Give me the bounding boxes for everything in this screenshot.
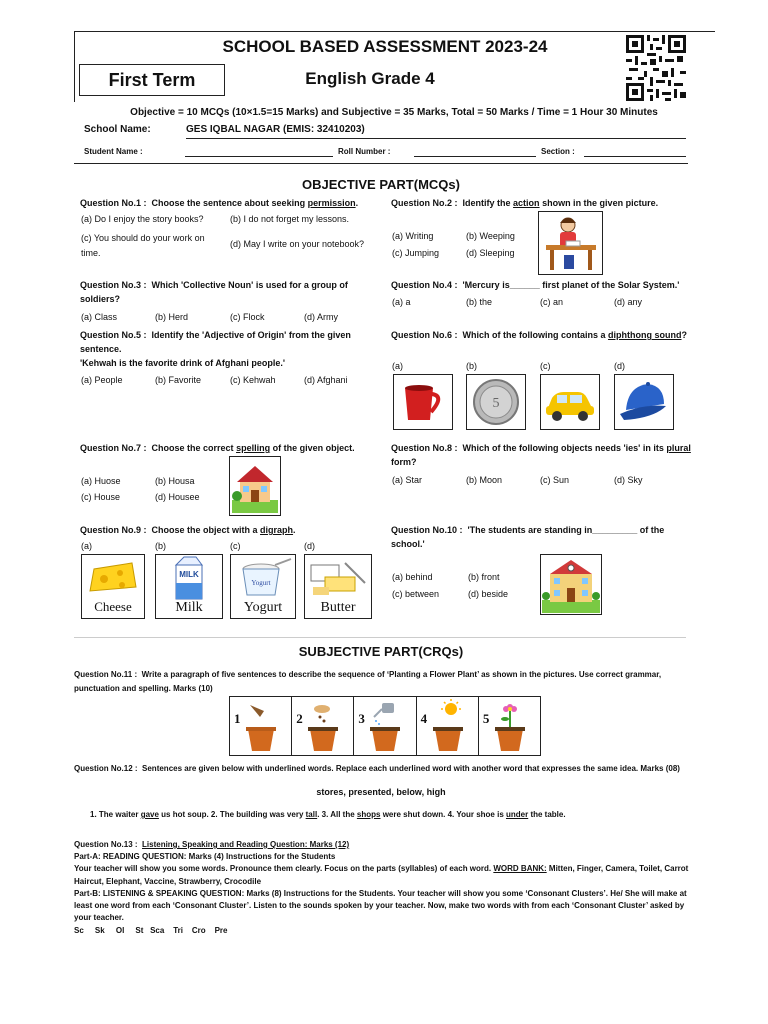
- q11-text: Question No.11 : Write a paragraph of five sentences to describe the sequence of ‘Planting a Flower Plant’ as shown in the pictures. Use correct grammar, punctuation and spelling. Marks (10): [74, 670, 662, 693]
- q6-text: Question No.6 : Which of the following contains a diphthong sound?: [391, 330, 688, 340]
- student-name-field[interactable]: [185, 156, 333, 157]
- cup-picture[interactable]: [393, 374, 453, 430]
- yogurt-cup-text: Yogurt: [251, 579, 271, 587]
- q7-option-a[interactable]: (a) Huose: [81, 476, 121, 486]
- q13-block: [74, 839, 688, 938]
- q4-option-c[interactable]: (c) an: [540, 297, 564, 307]
- watering-can-icon: [354, 697, 414, 753]
- school-building-picture: [540, 554, 602, 615]
- subjective-heading: SUBJECTIVE PART(CRQs): [298, 644, 464, 659]
- q5-option-a[interactable]: (a) People: [81, 375, 123, 385]
- cheese-icon: [82, 555, 144, 601]
- q4-option-d[interactable]: (d) any: [614, 297, 643, 307]
- school-underline: [186, 138, 686, 139]
- roll-number-field[interactable]: [414, 156, 536, 157]
- q2-option-a[interactable]: (a) Writing: [392, 231, 434, 241]
- q9-option-d[interactable]: (d): [304, 541, 315, 551]
- q3-text: Question No.3 : Which 'Collective Noun' is used for a group of soldiers?: [80, 280, 348, 304]
- q7-option-c[interactable]: (c) House: [81, 492, 121, 502]
- q13-part-b-line1: Part-B: LISTENING & SPEAKING QUESTION: Marks (8) Instructions for the Students. Your teacher will show you some ‘Consonant Clusters’. He/ She will make at: [74, 888, 687, 898]
- butter-label: Butter: [320, 600, 356, 615]
- q12-text: Question No.12 : Sentences are given below with underlined words. Replace each underlined word with another word that expresses the same idea. Marks (08): [74, 764, 680, 773]
- q8-option-a[interactable]: (a) Star: [392, 475, 423, 485]
- header-divider: [74, 163, 688, 164]
- q9-text: Question No.9 : Choose the object with a digraph.: [80, 525, 296, 535]
- q2-option-d[interactable]: (d) Sleeping: [466, 248, 515, 258]
- q9-option-a[interactable]: (a): [81, 541, 92, 551]
- milk-picture[interactable]: [155, 554, 223, 619]
- boy-writing-picture: [538, 211, 603, 275]
- q8-text: Question No.8 : Which of the following objects needs 'ies' in its plural form?: [391, 443, 691, 467]
- student-name-label: Student Name :: [84, 147, 143, 156]
- term-box: First Term: [79, 64, 225, 96]
- section-divider: [74, 637, 686, 638]
- q8-option-d[interactable]: (d) Sky: [614, 475, 643, 485]
- planting-step-2: 2: [292, 697, 354, 755]
- q1-option-a[interactable]: (a) Do I enjoy the story books?: [81, 214, 204, 224]
- cap-picture[interactable]: [614, 374, 674, 430]
- q3-option-b[interactable]: (b) Herd: [155, 312, 189, 322]
- q13-part-a-words: Haircut, Elephant, Vaccine, Strawberry, Crocodile: [74, 876, 262, 886]
- q1-option-d[interactable]: (d) May I write on your notebook?: [230, 239, 365, 249]
- section-label: Section :: [541, 147, 575, 156]
- car-picture[interactable]: [540, 374, 600, 430]
- q1-text: Question No.1 : Choose the sentence about seeking permission.: [80, 198, 359, 208]
- q8-option-b[interactable]: (b) Moon: [466, 475, 503, 485]
- q7-text: Question No.7 : Choose the correct spelling of the given object.: [80, 443, 355, 453]
- page-title: SCHOOL BASED ASSESSMENT 2023-24: [222, 37, 548, 56]
- q9-option-c[interactable]: (c): [230, 541, 241, 551]
- q10-option-c[interactable]: (c) between: [392, 589, 440, 599]
- q10-option-d[interactable]: (d) beside: [468, 589, 509, 599]
- flower-plant-icon: [479, 697, 539, 753]
- yogurt-picture[interactable]: [230, 554, 296, 619]
- q6-option-c[interactable]: (c): [540, 361, 551, 371]
- q7-option-d[interactable]: (d) Housee: [155, 492, 200, 502]
- q13-part-b-line2: least one word from each ‘Consonant Cluster’. Listen to the sounds spoken by your teacher. Now, make two words with from each ‘Consonant Cluster’ asked by: [74, 901, 685, 911]
- planting-step-4: 4: [417, 697, 479, 755]
- house-picture: [229, 456, 281, 516]
- q7-option-b[interactable]: (b) Housa: [155, 476, 195, 486]
- planting-step-1: 1: [230, 697, 292, 755]
- cheese-label: Cheese: [94, 599, 132, 614]
- q6-option-d[interactable]: (d): [614, 361, 625, 371]
- q13-part-a-heading: Part-A: READING QUESTION: Marks (4) Instructions for the Students: [74, 852, 336, 862]
- q5-option-b[interactable]: (b) Favorite: [155, 375, 202, 385]
- q13-part-b-line3: your teacher.: [74, 913, 124, 923]
- q4-text: Question No.4 : 'Mercury is______ first planet of the Solar System.': [391, 280, 680, 290]
- cheese-picture[interactable]: [81, 554, 145, 619]
- q3-option-c[interactable]: (c) Flock: [230, 312, 265, 322]
- sun-icon: [417, 697, 477, 753]
- planting-step-3: 3: [354, 697, 416, 755]
- pot-with-soil-icon: [230, 697, 290, 753]
- school-label: School Name:: [84, 124, 151, 135]
- svg-text:5: 5: [492, 396, 500, 411]
- q3-option-a[interactable]: (a) Class: [81, 312, 118, 322]
- q5-option-c[interactable]: (c) Kehwah: [230, 375, 276, 385]
- planting-sequence-strip: [229, 696, 541, 756]
- qr-code-icon: [626, 35, 686, 101]
- yogurt-label: Yogurt: [243, 600, 283, 615]
- q10-text: Question No.10 : 'The students are standing in_________ of the school.': [391, 525, 665, 549]
- milk-carton-icon: [156, 555, 222, 601]
- coin-picture[interactable]: [466, 374, 526, 430]
- q1-option-c[interactable]: (c) You should do your work on time.: [81, 233, 205, 258]
- butter-picture[interactable]: [304, 554, 372, 619]
- section-field[interactable]: [584, 156, 686, 157]
- objective-heading: OBJECTIVE PART(MCQs): [302, 177, 460, 192]
- q12-word-list: stores, presented, below, high: [316, 787, 446, 797]
- q10-option-a[interactable]: (a) behind: [392, 572, 433, 582]
- q9-option-b[interactable]: (b): [155, 541, 166, 551]
- yogurt-cup-icon: [231, 555, 295, 601]
- q13-part-a-text: Your teacher will show you some words. Pronounce them clearly. Focus on the parts (syllables) of each word. WORD BANK: Mitten, Finger, Camera, Toilet, Carrot: [74, 864, 689, 874]
- school-value: GES IQBAL NAGAR (EMIS: 32410203): [186, 124, 365, 135]
- q13-cluster-list: Sc Sk Ol St Sca Tri Cro Pre: [74, 926, 228, 936]
- q13-title: Question No.13 : Listening, Speaking and Reading Question: Marks (12): [74, 840, 350, 849]
- q5-option-d[interactable]: (d) Afghani: [304, 375, 348, 385]
- q3-option-d[interactable]: (d) Army: [304, 312, 339, 322]
- q10-option-b[interactable]: (b) front: [468, 572, 500, 582]
- subject-title: English Grade 4: [305, 69, 435, 88]
- milk-label: Milk: [175, 600, 203, 615]
- q2-text: Question No.2 : Identify the action shown in the given picture.: [391, 198, 659, 208]
- q4-option-b[interactable]: (b) the: [466, 297, 493, 307]
- q8-option-c[interactable]: (c) Sun: [540, 475, 570, 485]
- q6-option-b[interactable]: (b): [466, 361, 477, 371]
- planting-step-5: 5: [479, 697, 540, 755]
- marks-line: Objective = 10 MCQs (10×1.5=15 Marks) and Subjective = 35 Marks, Total = 50 Marks / Time = 1 Hour 30 Minutes: [130, 107, 658, 118]
- q1-option-b[interactable]: (b) I do not forget my lessons.: [230, 214, 350, 224]
- seed-sowing-icon: [292, 697, 352, 753]
- q6-option-a[interactable]: (a): [392, 361, 403, 371]
- q2-option-c[interactable]: (c) Jumping: [392, 248, 440, 258]
- q12-sentences: 1. The waiter gave us hot soup. 2. The building was very tall. 3. All the shops were shut down. 4. Your shoe is under the table.: [90, 810, 566, 819]
- q5-text: Question No.5 : Identify the 'Adjective of Origin' from the given sentence. 'Kehwah is the favorite drink of Afghani people.': [80, 330, 351, 368]
- butter-icon: [305, 555, 371, 601]
- milk-carton-text: MILK: [179, 570, 199, 579]
- q4-option-a[interactable]: (a) a: [392, 297, 411, 307]
- roll-number-label: Roll Number :: [338, 147, 391, 156]
- q2-option-b[interactable]: (b) Weeping: [466, 231, 515, 241]
